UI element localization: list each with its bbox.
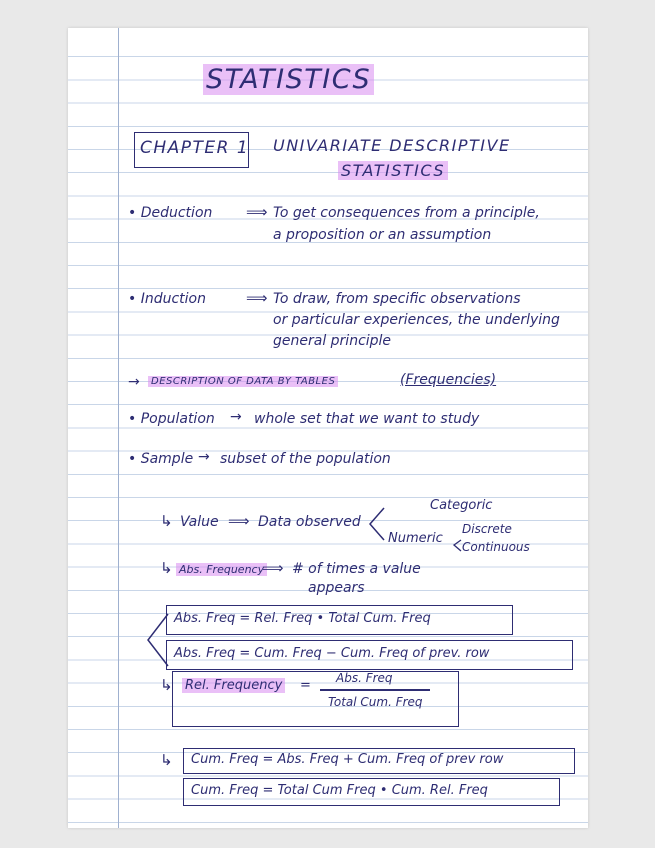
abs-freq-def-arrow: ⟹ — [262, 559, 284, 577]
abs-freq-line1: # of times a value — [292, 561, 421, 577]
rel-freq-denominator: Total Cum. Freq — [328, 695, 423, 709]
rel-freq-equals: = — [300, 678, 311, 693]
induction-line1: To draw, from specific observations — [273, 291, 521, 307]
page-title: STATISTICS — [203, 64, 374, 95]
value-branch-categoric: Categoric — [430, 498, 493, 513]
chapter-label: CHAPTER 1 — [140, 138, 250, 158]
rel-freq-numerator: Abs. Freq — [336, 671, 393, 685]
sample-term: • Sample — [128, 451, 194, 467]
induction-line3: general principle — [273, 333, 392, 349]
notebook-page — [68, 28, 588, 828]
deduction-arrow: ⟹ — [246, 203, 268, 221]
deduction-term: • Deduction — [128, 205, 213, 221]
abs-freq-line2: appears — [308, 580, 365, 596]
abs-freq-arrow: ↳ — [160, 559, 173, 577]
margin-line — [118, 28, 119, 828]
deduction-line2: a proposition or an assumption — [273, 227, 492, 243]
rel-freq-arrow: ↳ — [160, 676, 173, 694]
induction-arrow: ⟹ — [246, 289, 268, 307]
rel-freq-term: Rel. Frequency — [182, 678, 285, 693]
section-note: (Frequencies) — [400, 372, 497, 388]
cum-freq-formula2: Cum. Freq = Total Cum Freq • Cum. Rel. Freq — [191, 783, 488, 798]
value-text: Data observed — [258, 514, 361, 530]
section-arrow: → — [128, 374, 140, 390]
value-def-arrow: ⟹ — [228, 512, 250, 530]
sample-text: subset of the population — [220, 451, 391, 467]
fraction-bar — [320, 689, 430, 691]
formula1-text: Abs. Freq = Rel. Freq • Total Cum. Freq — [174, 611, 431, 626]
section-title: DESCRIPTION OF DATA BY TABLES — [148, 376, 338, 387]
deduction-line1: To get consequences from a principle, — [273, 205, 540, 221]
value-branch-discrete: Discrete — [462, 522, 512, 536]
value-branch-numeric: Numeric — [388, 531, 443, 546]
formula2-text: Abs. Freq = Cum. Freq − Cum. Freq of prev. row — [174, 646, 490, 661]
cum-freq-formula1: Cum. Freq = Abs. Freq + Cum. Freq of prev row — [191, 752, 504, 767]
chapter-heading-line1: UNIVARIATE DESCRIPTIVE — [273, 136, 511, 155]
abs-freq-term: Abs. Frequency — [176, 563, 267, 576]
induction-term: • Induction — [128, 291, 206, 307]
population-term: • Population — [128, 411, 215, 427]
chapter-heading-line2: STATISTICS — [338, 161, 448, 180]
value-branch-continuous: Continuous — [462, 540, 530, 554]
cum-freq-arrow: ↳ — [160, 751, 173, 769]
population-text: whole set that we want to study — [254, 411, 480, 427]
sample-arrow: → — [198, 449, 210, 465]
induction-line2: or particular experiences, the underlying — [273, 312, 560, 328]
value-arrow: ↳ — [160, 512, 173, 530]
population-arrow: → — [230, 409, 242, 425]
value-term: Value — [180, 514, 219, 530]
